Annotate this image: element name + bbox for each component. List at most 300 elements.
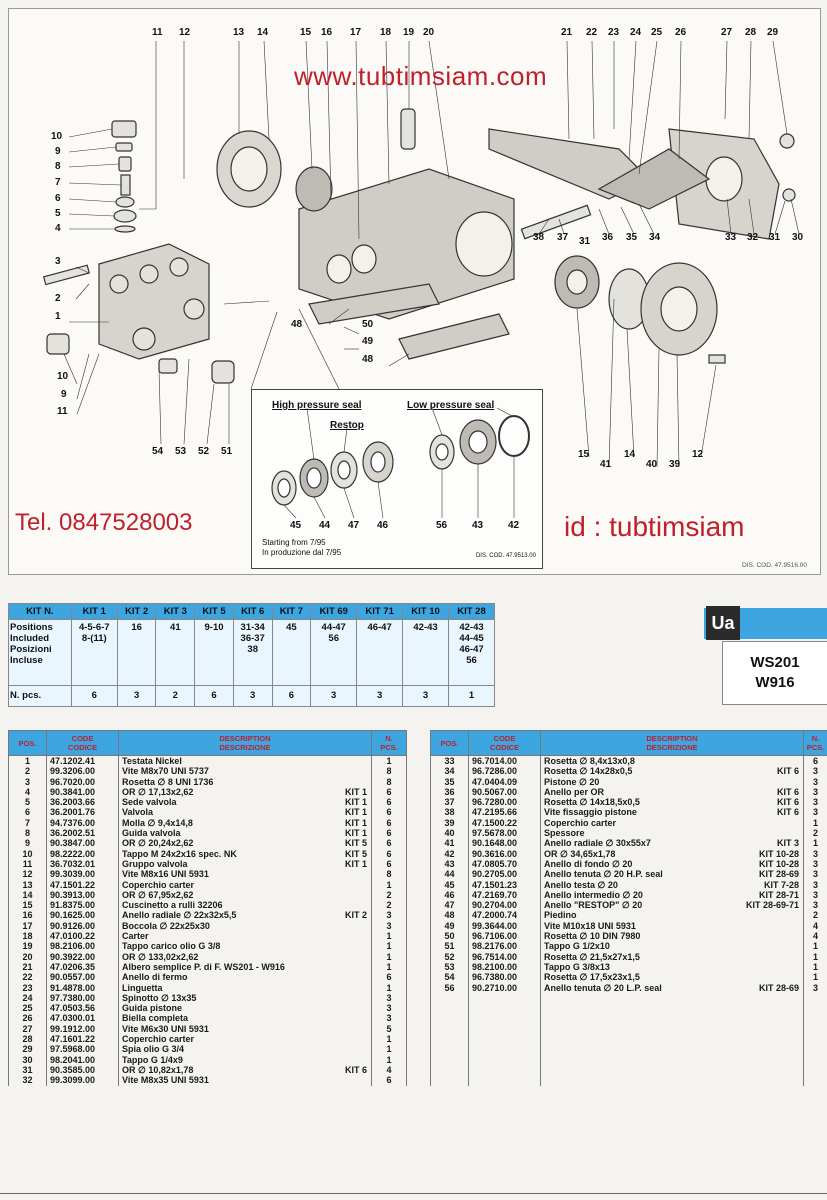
part-code: 36.7032.01 [47,859,119,869]
callout-left: 4 [55,223,61,234]
kit-header: KIT 10 [403,604,449,620]
col-pcs-2: PCS. [806,743,825,752]
part-code: 98.2106.00 [47,941,119,951]
part-kit: KIT 1 [344,858,367,869]
seal-drawing-code: DIS. COD. 47.9513.00 [475,553,536,559]
empty-cell [541,1013,804,1023]
part-code: 47.2169.70 [469,890,541,900]
part-desc-text: Boccola ∅ 22x25x30 [122,920,210,931]
table-row [9,1013,407,1023]
part-pos: 45 [431,880,469,890]
oring-part [116,143,132,151]
parts-table-left [8,730,407,1086]
part-desc [541,931,804,941]
seal-callout: 46 [377,520,389,531]
callout-left: 11 [57,406,68,417]
part-pos: 3 [9,777,47,787]
part-kit: KIT 10-28 [758,848,799,859]
part-code: 96.7380.00 [469,972,541,982]
part-code: 96.7514.00 [469,952,541,962]
part-pcs: 5 [372,1024,407,1034]
kit-npcs: 6 [195,685,234,706]
part-pcs: 3 [372,910,407,920]
part-pos: 32 [9,1075,47,1085]
page-bottom-rule [0,1193,827,1194]
part-pcs: 1 [372,1044,407,1054]
callout-29: 29 [767,27,779,38]
part-pcs: 4 [372,1065,407,1075]
part-code: 90.3616.00 [469,849,541,859]
part-desc [119,1003,372,1013]
table-row [9,849,407,859]
part-pcs: 3 [372,1003,407,1013]
pos-line: 46-47 [367,622,392,633]
part-desc [119,869,372,879]
kit-positions [233,620,272,686]
empty-cell [431,1034,469,1044]
part-code: 36.2001.76 [47,807,119,817]
seal-inset [251,389,543,569]
kit-npcs-row [9,685,495,706]
part-kit: KIT 28-69-71 [745,900,799,911]
pos-line: 41 [170,622,181,633]
callout-49: 49 [362,336,374,347]
table-row [431,962,827,972]
part-desc-text: Anello radiale ∅ 30x55x7 [544,838,651,849]
part-desc-text: Rosetta ∅ 17,5x23x1,5 [544,972,640,983]
oil-plug-part [401,109,415,149]
part-pos: 5 [9,797,47,807]
piston-part [521,205,590,238]
kit-positions [403,620,449,686]
part-desc-text: Anello testa ∅ 20 [544,879,618,890]
callout-26: 26 [675,27,687,38]
part-pos: 18 [9,931,47,941]
part-desc [119,797,372,807]
empty-row [431,993,827,1003]
part-desc-text: OR ∅ 20,24x2,62 [122,838,194,849]
part-pos: 23 [9,983,47,993]
callout-35: 35 [626,232,638,243]
valve-part [116,197,134,207]
part-desc-text: Anello di fondo ∅ 20 [544,858,633,869]
table-row [431,756,827,767]
empty-cell [431,1003,469,1013]
table-row [431,900,827,910]
part-pos: 52 [431,952,469,962]
part-code: 91.8375.00 [47,900,119,910]
part-kit: KIT 1 [344,797,367,808]
seal-callout: 42 [508,520,520,531]
col-pos: POS. [431,731,469,756]
part-kit: KIT 28-69 [758,869,799,880]
part-desc [541,952,804,962]
part-pcs: 2 [804,828,827,838]
table-row [431,818,827,828]
callout-48: 48 [291,319,303,330]
part-desc [119,972,372,982]
part-desc [541,838,804,848]
part-pos: 36 [431,787,469,797]
part-pcs: 3 [804,849,827,859]
part-code: 47.2195.66 [469,807,541,817]
part-pos: 8 [9,828,47,838]
table-row [431,972,827,982]
table-row [9,921,407,931]
callout-left: 8 [55,161,61,172]
part-desc-text: Piedino [544,910,577,921]
table-row [431,921,827,931]
part-desc-text: OR ∅ 34,65x1,78 [544,848,616,859]
part-code: 47.0300.01 [47,1013,119,1023]
part-desc-text: Anello intermedio ∅ 20 [544,889,643,900]
part-pcs: 2 [372,890,407,900]
callout-31b: 31 [769,232,781,243]
part-kit: KIT 10-28 [758,858,799,869]
kit-npcs: 3 [117,685,156,706]
part-code: 36.2002.51 [47,828,119,838]
col-pcs [804,731,827,756]
part-desc [541,962,804,972]
part-code: 90.3913.00 [47,890,119,900]
part-pos: 21 [9,962,47,972]
col-pcs [372,731,407,756]
pos-line: 44-47 [321,622,346,633]
callout-12b: 12 [692,449,704,460]
callout-54: 54 [152,446,164,457]
part-desc [541,777,804,787]
part-pos: 38 [431,807,469,817]
part-pos: 43 [431,859,469,869]
part-kit: KIT 1 [344,807,367,818]
empty-cell [804,1044,827,1054]
part-desc-text: Albero semplice P. di F. WS201 - W916 [122,961,285,972]
table-row [9,807,407,817]
part-desc [119,818,372,828]
col-code [469,731,541,756]
pos-line: 36-37 [240,633,265,644]
part-desc [541,797,804,807]
kit-positions-row [9,620,495,686]
kit-npcs: 1 [449,685,495,706]
positions-label [9,620,72,686]
empty-cell [541,1024,804,1034]
part-pcs: 1 [804,952,827,962]
part-pos: 25 [9,1003,47,1013]
part-pos: 14 [9,890,47,900]
kit-npcs: 3 [403,685,449,706]
part-kit: KIT 7-28 [763,879,799,890]
col-desc-en: DESCRIPTION [646,734,698,743]
high-pressure-seal-title: High pressure seal [272,400,362,411]
callout-13: 13 [233,27,245,38]
callout-23: 23 [608,27,620,38]
callout-50: 50 [362,319,374,330]
part-desc-text: Molla ∅ 9,4x14,8 [122,817,193,828]
part-pcs: 3 [804,777,827,787]
pos-line: 38 [247,644,258,655]
part-desc-text: Coperchio carter [544,817,617,828]
empty-cell [431,993,469,1003]
seal-callout: 43 [472,520,484,531]
part-code: 96.7286.00 [469,766,541,776]
part-kit: KIT 1 [344,786,367,797]
table-row [9,910,407,920]
table-row [9,1075,407,1085]
part-code: 90.5067.00 [469,787,541,797]
part-pos: 42 [431,849,469,859]
parts-header-row [431,731,827,756]
part-desc-text: Tappo M 24x2x16 spec. NK [122,848,237,859]
seal-callout: 47 [348,520,360,531]
part-desc [541,766,804,776]
part-pcs: 1 [372,941,407,951]
callout-22: 22 [586,27,598,38]
part-pcs: 1 [372,1034,407,1044]
empty-row [431,1044,827,1054]
kit-header-row [9,604,495,620]
part-kit: KIT 5 [344,838,367,849]
empty-cell [469,993,541,1003]
part-desc-text: Valvola [122,807,154,818]
empty-cell [469,1055,541,1065]
part-desc [119,900,372,910]
table-row [9,828,407,838]
callout-25: 25 [651,27,663,38]
callout-31: 31 [579,236,591,247]
part-desc [119,859,372,869]
npcs-label: N. pcs. [9,685,72,706]
callout-11: 11 [152,27,163,38]
part-code: 96.7014.00 [469,756,541,767]
empty-cell [804,993,827,1003]
pos-line: 56 [328,633,339,644]
table-row [431,787,827,797]
part-desc [541,818,804,828]
part-pcs: 6 [372,797,407,807]
part-kit: KIT 3 [776,838,799,849]
part-code: 98.2176.00 [469,941,541,951]
part-desc-text: Tappo G 1/2x10 [544,941,610,952]
col-desc [119,731,372,756]
part-pos: 34 [431,766,469,776]
part-pcs: 1 [372,983,407,993]
part-pos: 44 [431,869,469,879]
part-desc [119,766,372,776]
brand-logo-icon: Ua [706,606,740,640]
part-code: 97.5678.00 [469,828,541,838]
part-pos: 31 [9,1065,47,1075]
part-pos: 49 [431,921,469,931]
part-pos: 26 [9,1013,47,1023]
empty-cell [541,1034,804,1044]
part-pos: 17 [9,921,47,931]
parts-table-right [430,730,827,1086]
part-pos: 54 [431,972,469,982]
kit-header: KIT 5 [195,604,234,620]
part-desc-text: OR ∅ 17,13x2,62 [122,786,194,797]
part-desc [541,869,804,879]
table-row [9,962,407,972]
empty-cell [469,1034,541,1044]
part-desc [119,910,372,920]
part-pcs: 1 [372,880,407,890]
table-row [431,766,827,776]
table-row [431,941,827,951]
part-desc [119,838,372,848]
part-pcs: 2 [804,910,827,920]
part-pos: 2 [9,766,47,776]
part-code: 47.0100.22 [47,931,119,941]
empty-cell [804,1013,827,1023]
part-kit: KIT 6 [776,807,799,818]
part-pcs: 6 [372,859,407,869]
part-desc-text: Testata Nickel [122,756,182,766]
part-desc-text: OR ∅ 133,02x2,62 [122,951,199,962]
part-desc [119,787,372,797]
parts-header-row [9,731,407,756]
part-desc [119,807,372,817]
model-box [722,641,827,705]
table-row [431,910,827,920]
part-code: 36.2003.66 [47,797,119,807]
part-code: 47.1601.22 [47,1034,119,1044]
part-pcs: 4 [804,931,827,941]
part-desc-text: Biella completa [122,1013,189,1024]
part-desc-text: Vite M8x16 UNI 5931 [122,869,209,880]
kit-header: KIT 3 [156,604,195,620]
oil-seal-part [296,167,332,211]
table-row [431,931,827,941]
part-code: 98.2222.00 [47,849,119,859]
part-code: 47.1501.23 [469,880,541,890]
part-desc [119,1013,372,1023]
part-pos: 11 [9,859,47,869]
callout-24: 24 [630,27,642,38]
part-desc [119,1065,372,1075]
part-code: 99.1912.00 [47,1024,119,1034]
table-row [9,838,407,848]
part-desc [119,890,372,900]
part-code: 90.3922.00 [47,952,119,962]
callout-17: 17 [350,27,362,38]
watermark-tel: Tel. 0847528003 [15,509,193,536]
callout-28: 28 [745,27,757,38]
part-pcs: 6 [372,818,407,828]
part-code: 47.2000.74 [469,910,541,920]
part-pcs: 8 [372,869,407,879]
part-pos: 48 [431,910,469,920]
part-desc-text: Spessore [544,828,585,839]
low-pressure-seal-title: Low pressure seal [407,400,495,411]
pos-line: 31-34 [240,622,265,633]
callout-left: 6 [55,193,61,204]
part-kit: KIT 6 [776,766,799,777]
table-row [9,972,407,982]
callout-27: 27 [721,27,733,38]
seal-note-it: In produzione dal 7/95 [262,548,342,557]
part-desc [541,910,804,920]
part-desc [119,952,372,962]
part-pcs: 1 [372,962,407,972]
watermark-url: www.tubtimsiam.com [294,61,548,91]
part-desc [541,900,804,910]
part-code: 90.3847.00 [47,838,119,848]
part-desc [119,828,372,838]
part-code: 96.7280.00 [469,797,541,807]
part-pcs: 1 [372,1055,407,1065]
table-row [431,807,827,817]
callout-40: 40 [646,459,658,470]
callout-20: 20 [423,27,435,38]
callout-41: 41 [600,459,612,470]
table-row [9,890,407,900]
col-pcs-2: PCS. [380,743,398,752]
table-row [9,869,407,879]
part-pos: 20 [9,952,47,962]
part-desc-text: Anello tenuta ∅ 20 H.P. seal [544,869,663,880]
restop-title: Restop [330,420,364,431]
empty-cell [469,1075,541,1085]
callout-left: 3 [55,256,61,267]
part-desc [119,1034,372,1044]
part-desc-text: Rosetta ∅ 8,4x13x0,8 [544,756,635,766]
col-code-it: CODICE [489,743,520,752]
table-row [9,818,407,828]
foot-part-2 [399,314,509,359]
part-pcs: 3 [372,1013,407,1023]
positions-label-line: Incluse [10,655,43,666]
pos-line: 44-45 [459,633,484,644]
part-desc [541,972,804,982]
part-desc-text: Vite M8x70 UNI 5737 [122,766,209,777]
part-pos: 37 [431,797,469,807]
table-row [9,756,407,767]
part-desc-text: Guida pistone [122,1003,183,1014]
part-code: 47.1501.22 [47,880,119,890]
part-pos: 47 [431,900,469,910]
part-desc-text: Tappo carico olio G 3/8 [122,941,221,952]
spring-part [121,175,130,195]
part-desc-text: Coperchio carter [122,1034,195,1045]
col-code-it: CODICE [67,743,98,752]
part-desc-text: OR ∅ 10,82x1,78 [122,1064,194,1075]
callout-30: 30 [792,232,804,243]
watermark-id: id : tubtimsiam [564,511,745,542]
part-pcs: 1 [804,818,827,828]
col-desc-it: DESCRIZIONE [646,743,698,752]
table-row [9,993,407,1003]
table-row [9,941,407,951]
part-pcs: 3 [804,880,827,890]
part-code: 47.1202.41 [47,756,119,767]
table-row [9,983,407,993]
pos-line: 42-43 [459,622,484,633]
part-desc-text: Gruppo valvola [122,858,188,869]
bolt-part [44,265,90,284]
part-code: 96.7106.00 [469,931,541,941]
callout-33: 33 [725,232,737,243]
part-desc-text: Spia olio G 3/4 [122,1044,185,1055]
part-code: 91.4878.00 [47,983,119,993]
part-pos: 40 [431,828,469,838]
part-desc [119,1075,372,1085]
part-desc-text: Linguetta [122,982,163,993]
empty-cell [541,1075,804,1085]
callout-16: 16 [321,27,333,38]
part-desc [541,941,804,951]
empty-cell [804,1034,827,1044]
